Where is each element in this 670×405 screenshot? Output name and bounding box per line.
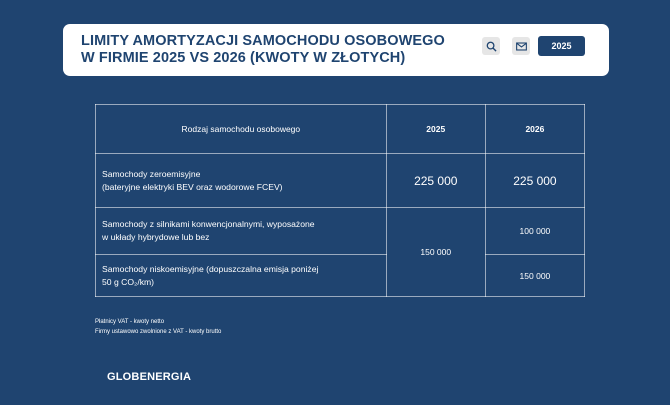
table-row [96, 208, 585, 255]
row-low-emission-label [96, 255, 387, 297]
search-button[interactable] [482, 37, 500, 55]
brand-logo: GLOBENERGIA [107, 371, 192, 383]
title-line-1: LIMITY AMORTYZACJI SAMOCHODU OSOBOWEGO [81, 33, 445, 49]
row-zero-emission-2025: 225 000 [386, 154, 485, 208]
header-category: Rodzaj samochodu osobowego [96, 105, 387, 154]
footnote-vat-exempt: Firmy ustawowo zwolnione z VAT - kwoty brutto [95, 329, 222, 335]
header-card [63, 24, 609, 76]
footnote-vat-payers: Płatnicy VAT - kwoty netto [95, 319, 165, 325]
table-header-row [96, 105, 585, 154]
title-line-2: W FIRMIE 2025 VS 2026 (KWOTY W ZŁOTYCH) [81, 50, 406, 66]
row-low-emission-2026: 150 000 [485, 255, 584, 297]
year-2025-button[interactable]: 2025 [538, 36, 585, 56]
shared-2025-value: 150 000 [386, 208, 485, 297]
header-2026: 2026 [485, 105, 584, 154]
row-label-line-1: Samochody z silnikami konwencjonalnymi, wyposażone [102, 219, 315, 229]
row-label-line-1: Samochody zeroemisyjne [102, 168, 201, 179]
mail-button[interactable] [512, 37, 530, 55]
row-zero-emission-2026: 225 000 [485, 154, 584, 208]
row-label-line-2: 50 g CO₂/km) [102, 276, 155, 287]
table-row [96, 154, 585, 208]
row-label-line-1: Samochody niskoemisyjne (dopuszczalna emisja poniżej [102, 263, 319, 274]
row-label-line-2: (bateryjne elektryki BEV oraz wodorowe FCEV) [102, 181, 283, 192]
header-2025: 2025 [386, 105, 485, 154]
amortization-limits-table [95, 104, 585, 297]
row-conventional-2026: 100 000 [485, 208, 584, 255]
table-row [96, 255, 585, 297]
search-icon [486, 41, 497, 52]
page-title [81, 33, 445, 67]
row-conventional-label [96, 208, 387, 255]
footnotes [95, 317, 221, 337]
mail-icon [516, 42, 527, 51]
row-zero-emission-label [96, 154, 387, 208]
row-label-line-2: w układy hybrydowe lub bez [102, 232, 210, 242]
